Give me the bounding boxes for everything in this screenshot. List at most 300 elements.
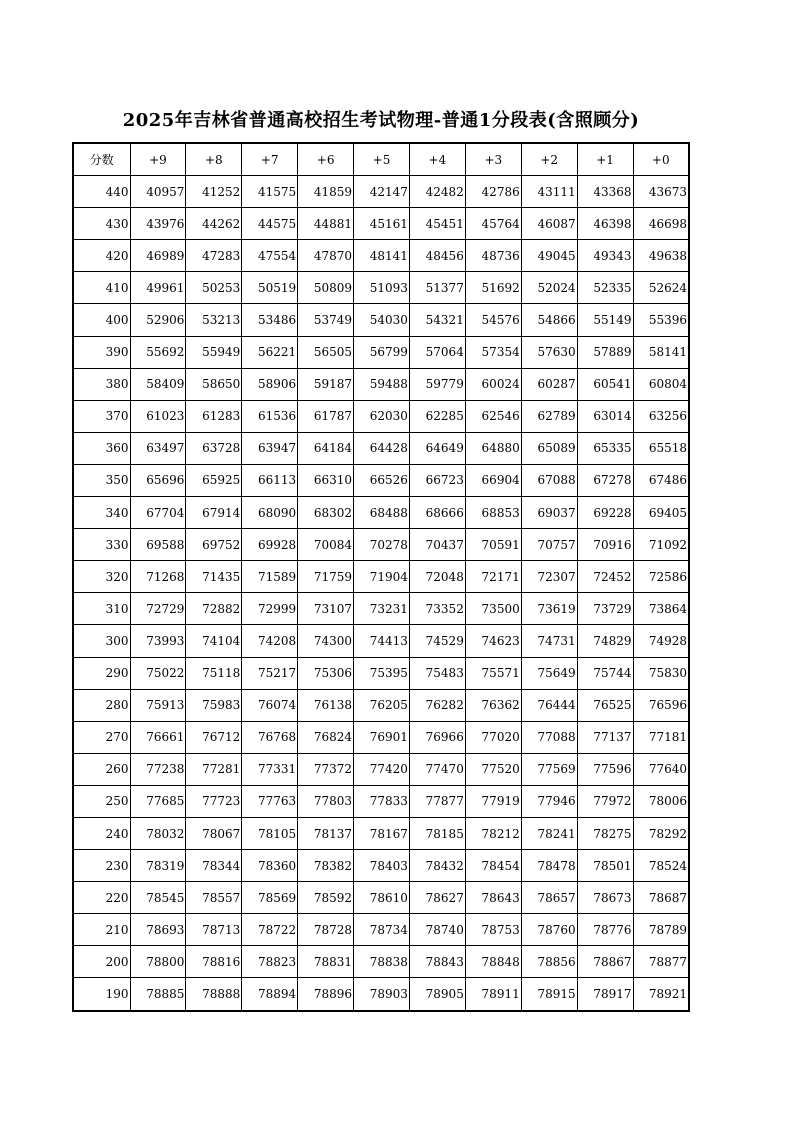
count-cell: 69588 (130, 529, 186, 561)
count-cell: 78713 (186, 914, 242, 946)
column-header-offset: +1 (577, 143, 633, 176)
count-cell: 72048 (409, 561, 465, 593)
count-cell: 65089 (521, 432, 577, 464)
count-cell: 48736 (465, 240, 521, 272)
count-cell: 65518 (633, 432, 689, 464)
count-cell: 76661 (130, 721, 186, 753)
column-header-offset: +4 (409, 143, 465, 176)
count-cell: 57064 (409, 336, 465, 368)
column-header-offset: +7 (242, 143, 298, 176)
table-row (73, 336, 689, 368)
count-cell: 52906 (130, 304, 186, 336)
count-cell: 76712 (186, 721, 242, 753)
count-cell: 69928 (242, 529, 298, 561)
count-cell: 78478 (521, 850, 577, 882)
count-cell: 49343 (577, 240, 633, 272)
count-cell: 78167 (354, 817, 410, 849)
count-cell: 73500 (465, 593, 521, 625)
count-cell: 62030 (354, 400, 410, 432)
count-cell: 72171 (465, 561, 521, 593)
count-cell: 76768 (242, 721, 298, 753)
count-cell: 78241 (521, 817, 577, 849)
count-cell: 46398 (577, 208, 633, 240)
count-cell: 49045 (521, 240, 577, 272)
count-cell: 78344 (186, 850, 242, 882)
count-cell: 78569 (242, 882, 298, 914)
table-row (73, 176, 689, 208)
count-cell: 68488 (354, 497, 410, 529)
table-row (73, 208, 689, 240)
score-cell: 370 (73, 400, 130, 432)
score-cell: 320 (73, 561, 130, 593)
count-cell: 78643 (465, 882, 521, 914)
count-cell: 77420 (354, 753, 410, 785)
count-cell: 70084 (298, 529, 354, 561)
score-cell: 340 (73, 497, 130, 529)
count-cell: 78776 (577, 914, 633, 946)
count-cell: 77181 (633, 721, 689, 753)
table-body (73, 176, 689, 1011)
count-cell: 78275 (577, 817, 633, 849)
count-cell: 77281 (186, 753, 242, 785)
score-cell: 190 (73, 978, 130, 1011)
count-cell: 74104 (186, 625, 242, 657)
count-cell: 78740 (409, 914, 465, 946)
table-row (73, 272, 689, 304)
count-cell: 78831 (298, 946, 354, 978)
count-cell: 77877 (409, 785, 465, 817)
score-cell: 350 (73, 464, 130, 496)
count-cell: 45451 (409, 208, 465, 240)
count-cell: 51093 (354, 272, 410, 304)
count-cell: 74208 (242, 625, 298, 657)
count-cell: 78403 (354, 850, 410, 882)
count-cell: 78848 (465, 946, 521, 978)
count-cell: 78728 (298, 914, 354, 946)
count-cell: 69228 (577, 497, 633, 529)
count-cell: 76138 (298, 689, 354, 721)
count-cell: 78753 (465, 914, 521, 946)
count-cell: 56799 (354, 336, 410, 368)
count-cell: 47870 (298, 240, 354, 272)
count-cell: 62546 (465, 400, 521, 432)
count-cell: 77803 (298, 785, 354, 817)
count-cell: 67278 (577, 464, 633, 496)
score-cell: 260 (73, 753, 130, 785)
count-cell: 66904 (465, 464, 521, 496)
count-cell: 58409 (130, 368, 186, 400)
count-cell: 50809 (298, 272, 354, 304)
count-cell: 45161 (354, 208, 410, 240)
count-cell: 63947 (242, 432, 298, 464)
count-cell: 65335 (577, 432, 633, 464)
count-cell: 57354 (465, 336, 521, 368)
count-cell: 67088 (521, 464, 577, 496)
score-cell: 380 (73, 368, 130, 400)
count-cell: 78915 (521, 978, 577, 1011)
count-cell: 60024 (465, 368, 521, 400)
score-cell: 440 (73, 176, 130, 208)
table-row (73, 689, 689, 721)
count-cell: 77372 (298, 753, 354, 785)
count-cell: 75744 (577, 657, 633, 689)
count-cell: 61787 (298, 400, 354, 432)
count-cell: 78592 (298, 882, 354, 914)
count-cell: 75306 (298, 657, 354, 689)
count-cell: 51377 (409, 272, 465, 304)
count-cell: 76824 (298, 721, 354, 753)
count-cell: 64184 (298, 432, 354, 464)
count-cell: 56505 (298, 336, 354, 368)
count-cell: 69405 (633, 497, 689, 529)
count-cell: 78760 (521, 914, 577, 946)
table-row (73, 753, 689, 785)
score-cell: 420 (73, 240, 130, 272)
count-cell: 74829 (577, 625, 633, 657)
count-cell: 78921 (633, 978, 689, 1011)
count-cell: 78734 (354, 914, 410, 946)
count-cell: 78888 (186, 978, 242, 1011)
count-cell: 71268 (130, 561, 186, 593)
table-row (73, 368, 689, 400)
count-cell: 78610 (354, 882, 410, 914)
count-cell: 76362 (465, 689, 521, 721)
count-cell: 78105 (242, 817, 298, 849)
count-cell: 78838 (354, 946, 410, 978)
count-cell: 74300 (298, 625, 354, 657)
count-cell: 78185 (409, 817, 465, 849)
count-cell: 57889 (577, 336, 633, 368)
score-table (72, 142, 690, 1012)
count-cell: 60804 (633, 368, 689, 400)
table-row (73, 882, 689, 914)
count-cell: 43976 (130, 208, 186, 240)
count-cell: 78877 (633, 946, 689, 978)
count-cell: 78627 (409, 882, 465, 914)
count-cell: 74529 (409, 625, 465, 657)
count-cell: 70757 (521, 529, 577, 561)
count-cell: 70437 (409, 529, 465, 561)
count-cell: 53486 (242, 304, 298, 336)
count-cell: 42786 (465, 176, 521, 208)
count-cell: 78382 (298, 850, 354, 882)
count-cell: 77763 (242, 785, 298, 817)
count-cell: 78905 (409, 978, 465, 1011)
table-header-row (73, 143, 689, 176)
count-cell: 64649 (409, 432, 465, 464)
count-cell: 77470 (409, 753, 465, 785)
count-cell: 46989 (130, 240, 186, 272)
table-row (73, 817, 689, 849)
count-cell: 78896 (298, 978, 354, 1011)
count-cell: 63256 (633, 400, 689, 432)
count-cell: 66113 (242, 464, 298, 496)
count-cell: 42482 (409, 176, 465, 208)
count-cell: 78006 (633, 785, 689, 817)
count-cell: 78687 (633, 882, 689, 914)
score-cell: 430 (73, 208, 130, 240)
score-cell: 360 (73, 432, 130, 464)
count-cell: 71092 (633, 529, 689, 561)
count-cell: 71759 (298, 561, 354, 593)
count-cell: 62789 (521, 400, 577, 432)
count-cell: 75649 (521, 657, 577, 689)
count-cell: 42147 (354, 176, 410, 208)
table-row (73, 978, 689, 1011)
count-cell: 77723 (186, 785, 242, 817)
count-cell: 74413 (354, 625, 410, 657)
count-cell: 72452 (577, 561, 633, 593)
column-header-offset: +3 (465, 143, 521, 176)
count-cell: 53749 (298, 304, 354, 336)
score-cell: 300 (73, 625, 130, 657)
count-cell: 73619 (521, 593, 577, 625)
count-cell: 61283 (186, 400, 242, 432)
count-cell: 72586 (633, 561, 689, 593)
count-cell: 77020 (465, 721, 521, 753)
count-cell: 76444 (521, 689, 577, 721)
count-cell: 58906 (242, 368, 298, 400)
count-cell: 43673 (633, 176, 689, 208)
count-cell: 76074 (242, 689, 298, 721)
count-cell: 41859 (298, 176, 354, 208)
count-cell: 75395 (354, 657, 410, 689)
count-cell: 63497 (130, 432, 186, 464)
count-cell: 58650 (186, 368, 242, 400)
count-cell: 65696 (130, 464, 186, 496)
score-cell: 310 (73, 593, 130, 625)
score-cell: 230 (73, 850, 130, 882)
count-cell: 51692 (465, 272, 521, 304)
count-cell: 68666 (409, 497, 465, 529)
count-cell: 49961 (130, 272, 186, 304)
table-row (73, 850, 689, 882)
count-cell: 76525 (577, 689, 633, 721)
count-cell: 78911 (465, 978, 521, 1011)
count-cell: 78067 (186, 817, 242, 849)
count-cell: 75830 (633, 657, 689, 689)
table-row (73, 657, 689, 689)
count-cell: 77331 (242, 753, 298, 785)
count-cell: 78032 (130, 817, 186, 849)
count-cell: 49638 (633, 240, 689, 272)
count-cell: 78657 (521, 882, 577, 914)
count-cell: 41575 (242, 176, 298, 208)
score-cell: 390 (73, 336, 130, 368)
count-cell: 61023 (130, 400, 186, 432)
count-cell: 78823 (242, 946, 298, 978)
score-cell: 210 (73, 914, 130, 946)
count-cell: 76205 (354, 689, 410, 721)
count-cell: 78816 (186, 946, 242, 978)
count-cell: 67914 (186, 497, 242, 529)
count-cell: 77569 (521, 753, 577, 785)
table-row (73, 721, 689, 753)
count-cell: 72882 (186, 593, 242, 625)
count-cell: 47283 (186, 240, 242, 272)
count-cell: 54576 (465, 304, 521, 336)
count-cell: 61536 (242, 400, 298, 432)
count-cell: 54866 (521, 304, 577, 336)
count-cell: 78800 (130, 946, 186, 978)
count-cell: 48141 (354, 240, 410, 272)
count-cell: 52024 (521, 272, 577, 304)
count-cell: 73993 (130, 625, 186, 657)
count-cell: 75118 (186, 657, 242, 689)
count-cell: 75022 (130, 657, 186, 689)
count-cell: 77137 (577, 721, 633, 753)
count-cell: 41252 (186, 176, 242, 208)
count-cell: 78319 (130, 850, 186, 882)
count-cell: 78903 (354, 978, 410, 1011)
count-cell: 76966 (409, 721, 465, 753)
count-cell: 62285 (409, 400, 465, 432)
count-cell: 74928 (633, 625, 689, 657)
count-cell: 66723 (409, 464, 465, 496)
count-cell: 77596 (577, 753, 633, 785)
count-cell: 50253 (186, 272, 242, 304)
count-cell: 43368 (577, 176, 633, 208)
count-cell: 78501 (577, 850, 633, 882)
count-cell: 77833 (354, 785, 410, 817)
count-cell: 50519 (242, 272, 298, 304)
count-cell: 64428 (354, 432, 410, 464)
count-cell: 72999 (242, 593, 298, 625)
count-cell: 74731 (521, 625, 577, 657)
column-header-offset: +8 (186, 143, 242, 176)
count-cell: 77088 (521, 721, 577, 753)
count-cell: 73352 (409, 593, 465, 625)
count-cell: 72729 (130, 593, 186, 625)
table-row (73, 240, 689, 272)
count-cell: 57630 (521, 336, 577, 368)
count-cell: 55692 (130, 336, 186, 368)
count-cell: 78917 (577, 978, 633, 1011)
score-cell: 400 (73, 304, 130, 336)
count-cell: 55949 (186, 336, 242, 368)
table-row (73, 946, 689, 978)
table-row (73, 625, 689, 657)
count-cell: 78432 (409, 850, 465, 882)
count-cell: 78693 (130, 914, 186, 946)
count-cell: 65925 (186, 464, 242, 496)
count-cell: 78524 (633, 850, 689, 882)
count-cell: 44881 (298, 208, 354, 240)
count-cell: 52335 (577, 272, 633, 304)
count-cell: 78789 (633, 914, 689, 946)
count-cell: 40957 (130, 176, 186, 208)
count-cell: 77919 (465, 785, 521, 817)
score-cell: 250 (73, 785, 130, 817)
score-cell: 410 (73, 272, 130, 304)
count-cell: 75571 (465, 657, 521, 689)
count-cell: 72307 (521, 561, 577, 593)
table-row (73, 464, 689, 496)
count-cell: 77640 (633, 753, 689, 785)
column-header-offset: +2 (521, 143, 577, 176)
score-cell: 220 (73, 882, 130, 914)
count-cell: 69752 (186, 529, 242, 561)
count-cell: 60541 (577, 368, 633, 400)
count-cell: 44575 (242, 208, 298, 240)
count-cell: 73729 (577, 593, 633, 625)
count-cell: 74623 (465, 625, 521, 657)
count-cell: 76596 (633, 689, 689, 721)
count-cell: 78454 (465, 850, 521, 882)
count-cell: 55396 (633, 304, 689, 336)
count-cell: 68090 (242, 497, 298, 529)
table-row (73, 593, 689, 625)
count-cell: 77685 (130, 785, 186, 817)
count-cell: 78137 (298, 817, 354, 849)
count-cell: 71589 (242, 561, 298, 593)
score-cell: 200 (73, 946, 130, 978)
count-cell: 73107 (298, 593, 354, 625)
count-cell: 68302 (298, 497, 354, 529)
count-cell: 78545 (130, 882, 186, 914)
count-cell: 78856 (521, 946, 577, 978)
table-row (73, 400, 689, 432)
count-cell: 46087 (521, 208, 577, 240)
count-cell: 44262 (186, 208, 242, 240)
count-cell: 55149 (577, 304, 633, 336)
count-cell: 56221 (242, 336, 298, 368)
column-header-score: 分数 (73, 143, 130, 176)
count-cell: 54321 (409, 304, 465, 336)
count-cell: 47554 (242, 240, 298, 272)
count-cell: 78843 (409, 946, 465, 978)
count-cell: 78894 (242, 978, 298, 1011)
count-cell: 59488 (354, 368, 410, 400)
count-cell: 78867 (577, 946, 633, 978)
column-header-offset: +6 (298, 143, 354, 176)
count-cell: 70591 (465, 529, 521, 561)
count-cell: 67486 (633, 464, 689, 496)
table-row (73, 914, 689, 946)
count-cell: 64880 (465, 432, 521, 464)
count-cell: 78722 (242, 914, 298, 946)
table-row (73, 785, 689, 817)
count-cell: 77946 (521, 785, 577, 817)
count-cell: 77520 (465, 753, 521, 785)
count-cell: 76282 (409, 689, 465, 721)
count-cell: 43111 (521, 176, 577, 208)
count-cell: 76901 (354, 721, 410, 753)
count-cell: 66310 (298, 464, 354, 496)
count-cell: 77972 (577, 785, 633, 817)
count-cell: 78885 (130, 978, 186, 1011)
count-cell: 75217 (242, 657, 298, 689)
count-cell: 48456 (409, 240, 465, 272)
count-cell: 78212 (465, 817, 521, 849)
count-cell: 67704 (130, 497, 186, 529)
count-cell: 60287 (521, 368, 577, 400)
score-cell: 240 (73, 817, 130, 849)
count-cell: 66526 (354, 464, 410, 496)
count-cell: 75483 (409, 657, 465, 689)
count-cell: 75983 (186, 689, 242, 721)
count-cell: 78292 (633, 817, 689, 849)
column-header-offset: +5 (354, 143, 410, 176)
page-title: 2025年吉林省普通高校招生考试物理-普通1分段表(含照顾分) (122, 110, 640, 131)
table-row (73, 529, 689, 561)
column-header-offset: +9 (130, 143, 186, 176)
column-header-offset: +0 (633, 143, 689, 176)
count-cell: 73231 (354, 593, 410, 625)
count-cell: 68853 (465, 497, 521, 529)
count-cell: 63728 (186, 432, 242, 464)
table-row (73, 432, 689, 464)
